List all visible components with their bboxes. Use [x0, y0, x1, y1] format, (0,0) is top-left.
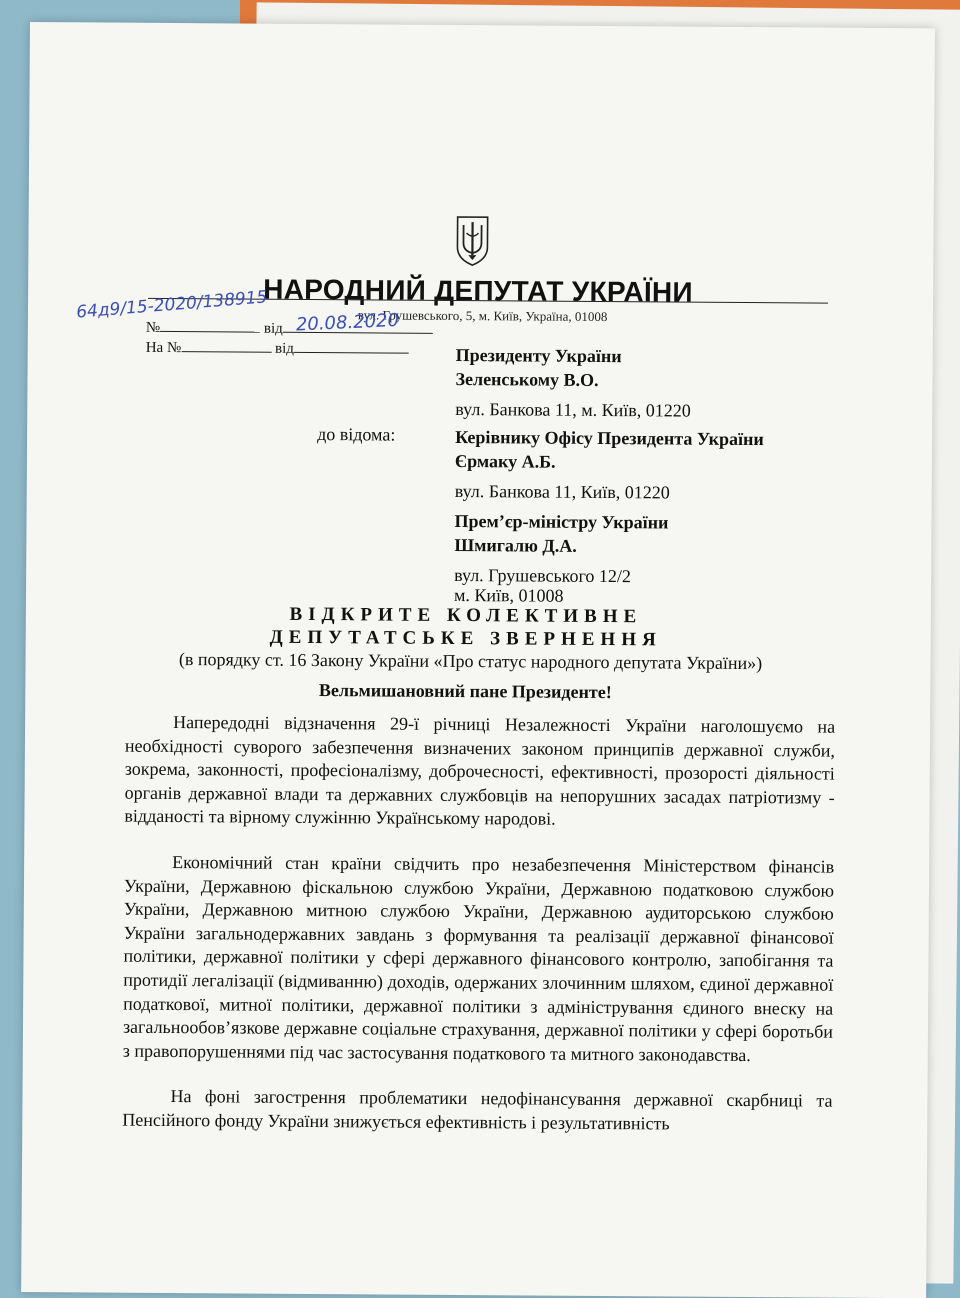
paragraph-3: На фоні загострення проблематики недофінансування державної скарбниці та Пенсійного фонду України знижується ефективність і результативність — [122, 1086, 833, 1134]
recipient-1-title: Президенту України — [455, 344, 622, 367]
from-label: від — [263, 320, 283, 337]
paragraph-2: Економічний стан країни свідчить про незабезпечення Міністерством фінансів України, Державною фіскальною службою України, Державною податковою службою України, Державною митною службою України, Державною аудиторською службою України загальнодержавних завдань з формування та реалізації державної фінансової політики, державної політики у сфері державного фінансового контролю, запобігання та протидії легалізації (відмиванню) доходів, одержаних злочинним шляхом, єдиної державної податкової, митної політики, державної політики з адміністрування єдиного внеску на загальнообов’язкове державне соціальне страхування, державної політики у сфері боротьби з правопорушеннями під час застосування податкового та митного законодавства. — [122, 852, 835, 1065]
heading-subtitle: (в порядку ст. 16 Закону України «Про статус народного депутата України») — [178, 649, 763, 674]
recipient-2-address: вул. Банкова 11, Київ, 01220 — [454, 480, 670, 503]
heading-line-1: ВІДКРИТЕ КОЛЕКТИВНЕ — [289, 603, 643, 628]
recipient-3-address-line2: м. Київ, 01008 — [453, 584, 564, 606]
greeting: Вельмишановний пане Президенте! — [318, 680, 612, 703]
recipient-3-address-line1: вул. Грушевського 12/2 — [454, 564, 632, 587]
heading-line-2: ДЕПУТАТСЬКЕ ЗВЕРНЕННЯ — [269, 626, 662, 651]
number-label: № — [145, 319, 161, 336]
reply-number-line — [146, 339, 409, 359]
handwritten-registration-number: 64д9/15-2020/138915 — [75, 287, 269, 323]
recipient-3-name: Шмигалю Д.А. — [454, 534, 577, 556]
reply-label: На № — [145, 339, 182, 357]
cc-label: до відома: — [317, 424, 396, 445]
letter-page — [21, 22, 935, 1298]
outgoing-number-line — [146, 319, 433, 339]
letterhead-address: вул. Грушевського, 5, м. Київ, Україна, 01008 — [357, 307, 608, 325]
reply-from-label: від — [274, 340, 294, 357]
trident-emblem-icon — [453, 213, 491, 267]
paragraph-1: Напередодні відзначення 29-ї річниці Незалежності України наголошуємо на необхідності суворого забезпечення визначених законом принципів державної служби, зокрема, законності, професіоналізму, доброчесності, ефективності, прозорості діяльності органів державної влади та державних службовців на непорушних засадах патріотизму - відданості та вірному служінню Українському народові. — [124, 712, 836, 830]
recipient-1-address: вул. Банкова 11, м. Київ, 01220 — [455, 398, 691, 421]
recipient-2-title: Керівнику Офісу Президента України — [455, 426, 764, 450]
handwritten-registration-date: 20.08.2020 — [295, 309, 400, 336]
recipient-1-name: Зеленському В.О. — [455, 368, 599, 390]
recipient-3-title: Прем’єр-міністру України — [454, 510, 669, 533]
letterhead-title: НАРОДНИЙ ДЕПУТАТ УКРАЇНИ — [263, 273, 694, 308]
recipient-2-name: Єрмаку А.Б. — [454, 450, 556, 472]
